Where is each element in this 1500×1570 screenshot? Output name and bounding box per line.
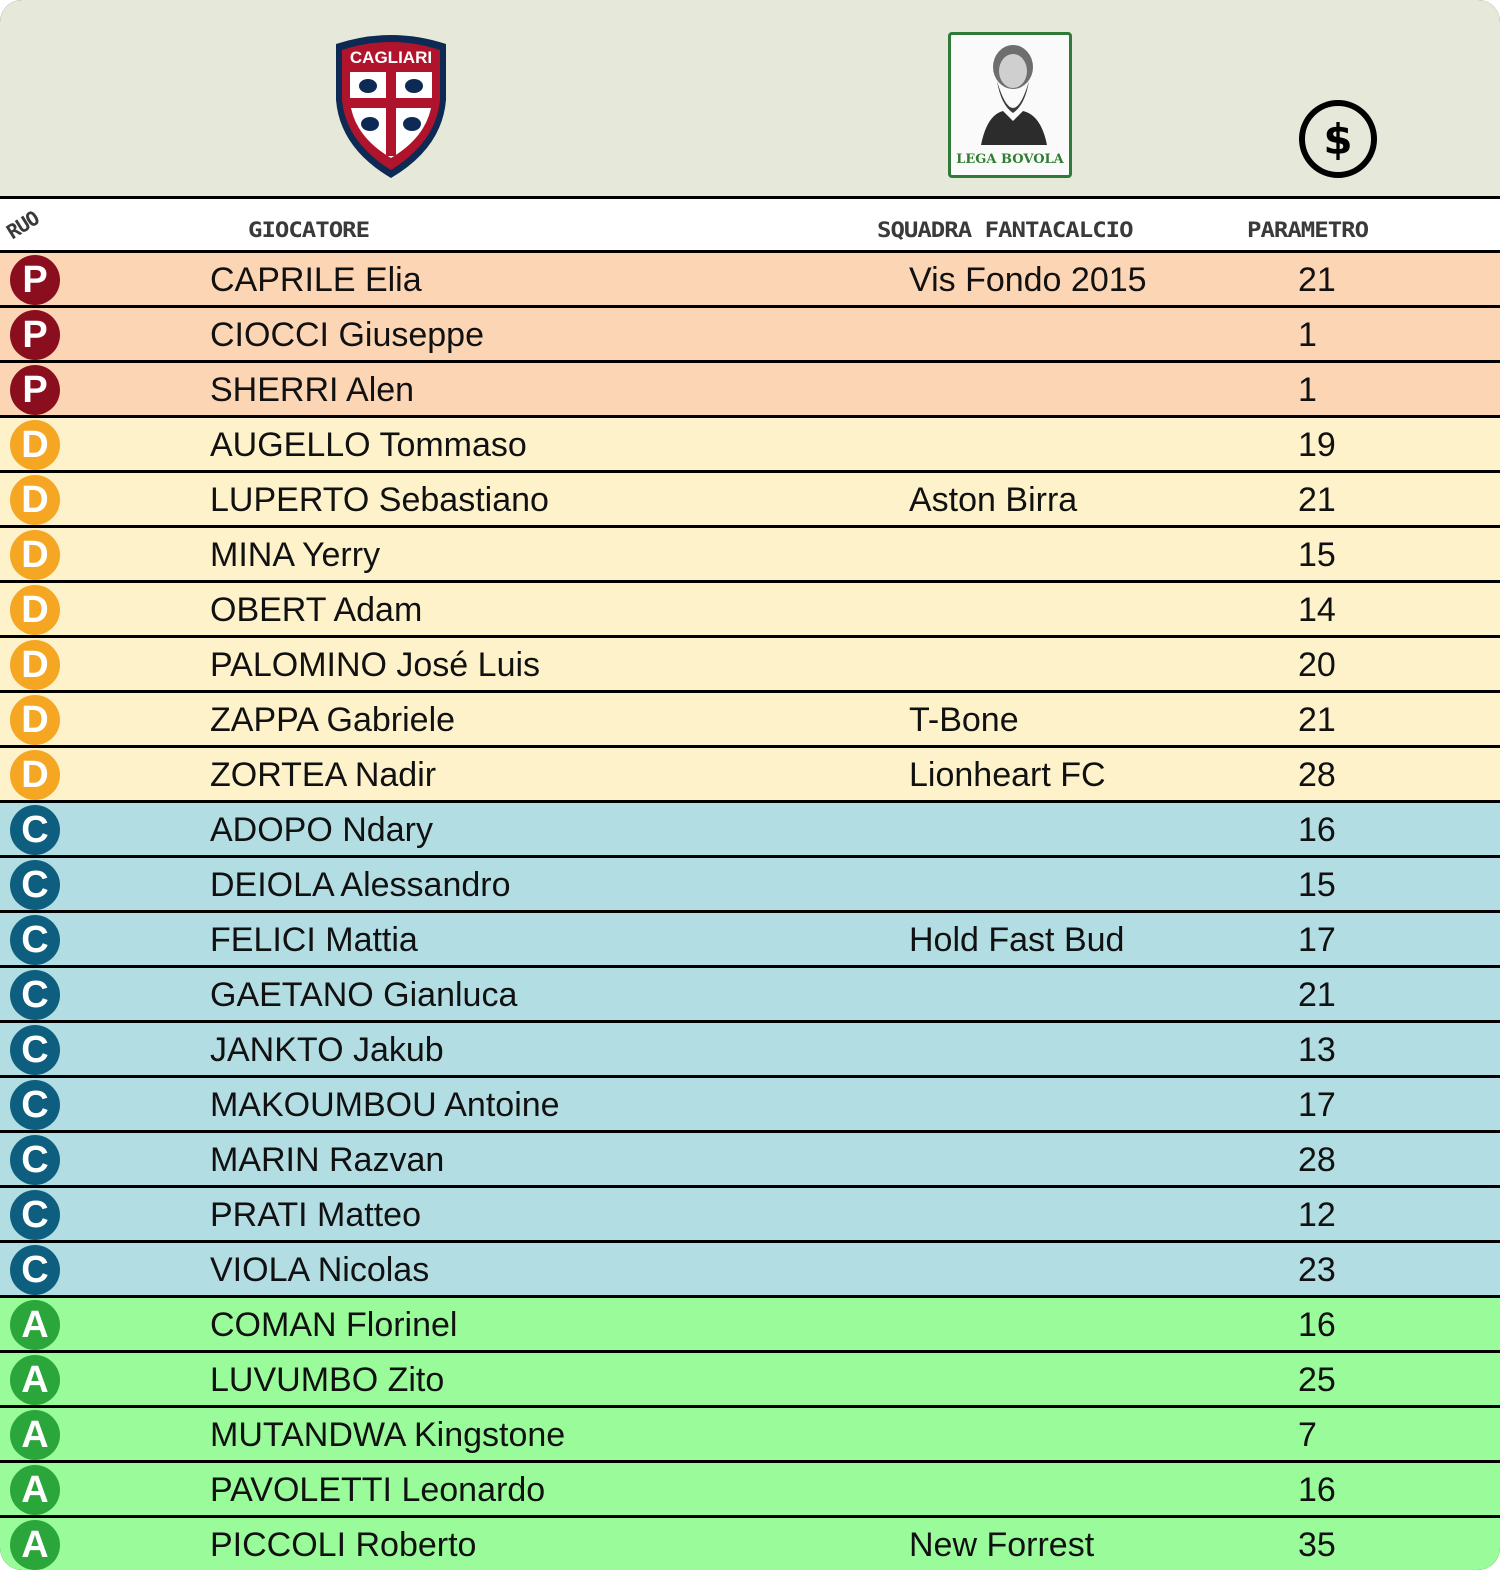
player-name: MUTANDWA Kingstone <box>210 1416 566 1454</box>
column-header-parameter: PARAMETRO <box>1247 217 1369 243</box>
role-badge-icon <box>10 255 60 305</box>
parameter-value: 7 <box>1298 1416 1317 1454</box>
header-banner <box>0 0 1500 196</box>
player-name: CAPRILE Elia <box>210 261 422 299</box>
player-name: PAVOLETTI Leonardo <box>210 1471 546 1509</box>
role-badge-icon <box>10 1300 60 1350</box>
parameter-value: 19 <box>1298 426 1336 464</box>
fantasy-team: New Forrest <box>909 1526 1095 1564</box>
role-badge-letter: A <box>21 1469 49 1511</box>
role-badge-icon <box>10 1025 60 1075</box>
player-table-body <box>0 253 1500 1570</box>
fantasy-team: T-Bone <box>909 701 1019 739</box>
player-name: FELICI Mattia <box>210 921 418 959</box>
parameter-value: 28 <box>1298 756 1336 794</box>
role-badge-letter: C <box>21 1084 49 1126</box>
role-badge-icon <box>10 970 60 1020</box>
player-name: VIOLA Nicolas <box>210 1251 430 1289</box>
role-badge-letter: C <box>21 919 49 961</box>
player-name: GAETANO Gianluca <box>210 976 518 1014</box>
svg-text:$: $ <box>1323 115 1353 164</box>
table-row <box>0 528 1500 580</box>
role-badge-icon <box>10 475 60 525</box>
column-header-player: GIOCATORE <box>248 217 370 243</box>
role-badge-icon <box>10 860 60 910</box>
fantasy-team: Lionheart FC <box>909 756 1106 794</box>
table-row <box>0 913 1500 965</box>
role-badge-letter: C <box>21 1139 49 1181</box>
player-name: SHERRI Alen <box>210 371 415 409</box>
role-badge-icon <box>10 750 60 800</box>
parameter-value: 23 <box>1298 1251 1336 1289</box>
role-badge-icon <box>10 695 60 745</box>
parameter-value: 1 <box>1298 316 1317 354</box>
parameter-value: 15 <box>1298 536 1336 574</box>
role-badge-letter: A <box>21 1524 49 1566</box>
role-badge-letter: D <box>21 699 49 741</box>
column-header-role: RUO <box>2 206 43 244</box>
table-row <box>0 803 1500 855</box>
table-row <box>0 1298 1500 1350</box>
role-badge-icon <box>10 1245 60 1295</box>
player-name: PRATI Matteo <box>210 1196 421 1234</box>
role-badge-letter: A <box>21 1304 49 1346</box>
table-row <box>0 748 1500 800</box>
parameter-value: 1 <box>1298 371 1317 409</box>
table-row <box>0 1078 1500 1130</box>
parameter-value: 17 <box>1298 921 1336 959</box>
role-badge-icon <box>10 1080 60 1130</box>
player-name: CIOCCI Giuseppe <box>210 316 484 354</box>
role-badge-letter: A <box>21 1414 49 1456</box>
parameter-value: 21 <box>1298 481 1336 519</box>
player-name: LUPERTO Sebastiano <box>210 481 549 519</box>
table-row <box>0 858 1500 910</box>
role-badge-letter: C <box>21 809 49 851</box>
player-name: JANKTO Jakub <box>210 1031 444 1069</box>
parameter-value: 28 <box>1298 1141 1336 1179</box>
table-row <box>0 968 1500 1020</box>
table-row <box>0 693 1500 745</box>
player-name: DEIOLA Alessandro <box>210 866 511 904</box>
role-badge-letter: D <box>21 479 49 521</box>
role-badge-icon <box>10 1190 60 1240</box>
player-name: OBERT Adam <box>210 591 423 629</box>
role-badge-icon <box>10 365 60 415</box>
role-badge-letter: D <box>21 424 49 466</box>
table-row <box>0 363 1500 415</box>
role-badge-letter: C <box>21 974 49 1016</box>
role-badge-letter: P <box>22 369 48 411</box>
player-name: MINA Yerry <box>210 536 381 574</box>
fantasy-team: Vis Fondo 2015 <box>909 261 1147 299</box>
role-badge-letter: D <box>21 754 49 796</box>
role-badge-icon <box>10 420 60 470</box>
table-row <box>0 418 1500 470</box>
fantasy-team: Hold Fast Bud <box>909 921 1125 959</box>
table-row <box>0 638 1500 690</box>
dollar-circle-icon <box>1298 99 1378 179</box>
player-name: COMAN Florinel <box>210 1306 458 1344</box>
player-name: PALOMINO José Luis <box>210 646 541 684</box>
parameter-value: 14 <box>1298 591 1336 629</box>
role-badge-icon <box>10 1465 60 1515</box>
role-badge-letter: A <box>21 1359 49 1401</box>
parameter-value: 25 <box>1298 1361 1336 1399</box>
table-row <box>0 473 1500 525</box>
role-badge-letter: C <box>21 1194 49 1236</box>
role-badge-icon <box>10 805 60 855</box>
role-badge-icon <box>10 1135 60 1185</box>
parameter-value: 16 <box>1298 811 1336 849</box>
role-badge-letter: D <box>21 534 49 576</box>
role-badge-icon <box>10 1520 60 1570</box>
player-name: LUVUMBO Zito <box>210 1361 445 1399</box>
parameter-value: 12 <box>1298 1196 1336 1234</box>
parameter-value: 15 <box>1298 866 1336 904</box>
parameter-value: 13 <box>1298 1031 1336 1069</box>
table-row <box>0 308 1500 360</box>
player-name: AUGELLO Tommaso <box>210 426 527 464</box>
league-logo-text: LEGA BOVOLA <box>956 152 1064 167</box>
role-badge-letter: D <box>21 589 49 631</box>
role-badge-icon <box>10 585 60 635</box>
parameter-value: 21 <box>1298 701 1336 739</box>
table-row <box>0 1353 1500 1405</box>
role-badge-letter: C <box>21 864 49 906</box>
column-header-team: SQUADRA FANTACALCIO <box>877 217 1133 243</box>
role-badge-icon <box>10 310 60 360</box>
fantasy-team: Aston Birra <box>909 481 1078 519</box>
role-badge-icon <box>10 640 60 690</box>
table-row <box>0 1463 1500 1515</box>
player-name: MARIN Razvan <box>210 1141 445 1179</box>
table-row <box>0 1518 1500 1570</box>
column-header-row <box>0 199 1500 250</box>
portrait-icon <box>951 35 1069 175</box>
club-crest-logo <box>330 30 452 180</box>
table-row <box>0 253 1500 305</box>
parameter-value: 35 <box>1298 1526 1336 1564</box>
role-badge-icon <box>10 530 60 580</box>
table-row <box>0 1188 1500 1240</box>
role-badge-letter: C <box>21 1029 49 1071</box>
role-badge-letter: P <box>22 259 48 301</box>
table-row <box>0 1023 1500 1075</box>
parameter-value: 21 <box>1298 261 1336 299</box>
parameter-value: 20 <box>1298 646 1336 684</box>
role-badge-icon <box>10 1410 60 1460</box>
role-badge-letter: D <box>21 644 49 686</box>
table-row <box>0 1133 1500 1185</box>
player-name: MAKOUMBOU Antoine <box>210 1086 560 1124</box>
parameter-value: 16 <box>1298 1471 1336 1509</box>
role-badge-letter: C <box>21 1249 49 1291</box>
player-name: PICCOLI Roberto <box>210 1526 477 1564</box>
player-name: ZORTEA Nadir <box>210 756 437 794</box>
table-row <box>0 1243 1500 1295</box>
parameter-value: 16 <box>1298 1306 1336 1344</box>
parameter-value: 17 <box>1298 1086 1336 1124</box>
player-name: ZAPPA Gabriele <box>210 701 456 739</box>
club-logo-text: CAGLIARI <box>349 48 433 67</box>
table-row <box>0 583 1500 635</box>
role-badge-icon <box>10 1355 60 1405</box>
parameter-value: 21 <box>1298 976 1336 1014</box>
table-row <box>0 1408 1500 1460</box>
player-name: ADOPO Ndary <box>210 811 433 849</box>
role-badge-letter: P <box>22 314 48 356</box>
role-badge-icon <box>10 915 60 965</box>
league-logo <box>948 32 1072 178</box>
